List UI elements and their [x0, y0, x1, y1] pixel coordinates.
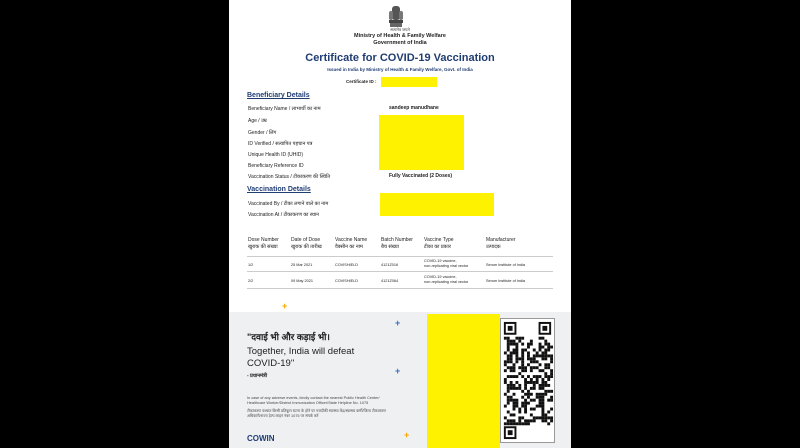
beneficiary-section-title: Beneficiary Details — [247, 92, 310, 99]
table-divider — [247, 288, 553, 289]
vaccination-details-redaction — [380, 193, 494, 216]
table-header-vaccine: Vaccine Name वैक्सीन का नाम — [335, 237, 368, 250]
ministry-name: Ministry of Health & Family Welfare — [354, 33, 446, 39]
certificate-id-redaction — [381, 77, 437, 87]
field-vaccinated-by: Vaccinated By / टीका लगाने वाले का नाम — [248, 201, 329, 207]
certificate-subtitle: Issued in India by Ministry of Health & Family Welfare, Govt. of India — [327, 67, 473, 72]
field-reference-id: Beneficiary Reference ID — [248, 163, 304, 169]
government-name: Government of India — [373, 40, 427, 46]
adverse-event-note-english: In case of any adverse events, kindly contact the nearest Public Health Center/ Healthcare Worker/District Immunization Officer/State Helpline No. 1075 — [247, 396, 380, 405]
quote-english: Together, India will defeat COVID-19" — [247, 346, 355, 369]
table-header-dose: Dose Number खुराक की संख्या — [248, 237, 279, 250]
plus-decoration-icon: + — [404, 430, 410, 440]
table-header-batch: Batch Number बैच संख्या — [381, 237, 413, 250]
cowin-logo: COWIN — [247, 434, 275, 443]
plus-decoration-icon: + — [282, 301, 288, 311]
field-uhid: Unique Health ID (UHID) — [248, 152, 304, 158]
qr-code-icon — [500, 318, 555, 443]
beneficiary-details-redaction — [379, 115, 464, 170]
plus-decoration-icon: + — [395, 318, 401, 328]
vaccination-status-value: Fully Vaccinated (2 Doses) — [389, 173, 453, 179]
field-vaccination-at: Vaccination At / टीकाकरण का स्थान — [248, 212, 319, 218]
adverse-event-note-hindi: टीकाकरण पश्चात किसी प्रतिकूल घटना के होने पर नजदीकी स्वास्थ्य केंद्र/स्वास्थ्य कर्मी/जिला टीकाकरण अधिकारी/राज्य हेल्प लाइन नंबर 1075 पर संपर्क करें — [247, 409, 386, 418]
field-id-verified: ID Verified / सत्यापित पहचान पत्र — [248, 141, 313, 147]
table-header-manufacturer: Manufacturer उत्पादक — [486, 237, 516, 250]
table-divider — [247, 256, 553, 257]
quote-attribution: - प्रधानमंत्री — [247, 373, 268, 379]
vaccination-certificate: सत्यमेव जयते Ministry of Health & Family Welfare Government of India Certificate for COVID-19 Vaccination Issued in India by Ministry of Health & Family Welfare, Govt. of India Certificate ID : Beneficiary Details Beneficiary Name / लाभार्थी का नाम sandeep manudhane Age / उम्र Gender / लिंग ID Verified / सत्यापित पहचान पत्र Unique Health ID (UHID) Beneficiary Reference ID Vaccination Status / टीकाकरण की स्थिति Fully Vaccinated (2 Doses) Vaccination Details Vaccinated By / टीका लगाने वाले का नाम Vaccination At / टीकाकरण का स्थान Dose Number खुराक की संख्या Date of Dose खुराक की तारीख Vaccine Name वैक्सीन का नाम Batch Number बैच संख्या Vaccine Type टीका का प्रकार Manufacturer उत्पादक 1/2 25 Mar 2021 COVISHIELD 4121Z016 COVID-19 vaccine, non-replicating viral vector Serum Institute of India 2/2 09 May 2021 COVISHIELD 4121Z064 COVID-19 vaccine, non-replicating viral vector Serum Institute of India + + "दवाई भी और कड़ाई भी। Together, India will defeat COVID-19" - प्रधानमंत्री + In case of any adverse events, kindly contact the nearest Public Health Center/ Healthcare Worker/District Immunization Officer/State Helpline No. 1075 टीकाकरण पश्चात किसी प्रतिकूल घटना के होने पर नजदीकी स्वास्थ्य केंद्र/स्वास्थ्य कर्मी/जिला टीकाकरण अधिकारी/राज्य हेल्प लाइन नंबर 1075 पर संपर्क करें + COWIN — [229, 0, 571, 448]
vaccination-section-title: Vaccination Details — [247, 186, 311, 193]
table-header-date: Date of Dose खुराक की तारीख — [291, 237, 322, 250]
table-header-type: Vaccine Type टीका का प्रकार — [424, 237, 454, 250]
certificate-id-label: Certificate ID : — [346, 79, 377, 84]
field-age: Age / उम्र — [248, 118, 267, 124]
quote-hindi: "दवाई भी और कड़ाई भी। — [247, 332, 330, 342]
field-vaccination-status: Vaccination Status / टीकाकरण की स्थिति — [248, 174, 331, 180]
certificate-title: Certificate for COVID-19 Vaccination — [305, 52, 495, 64]
field-beneficiary-name: Beneficiary Name / लाभार्थी का नाम — [248, 106, 321, 112]
table-divider — [247, 271, 553, 272]
emblem-caption: सत्यमेव जयते — [390, 27, 410, 32]
field-gender: Gender / लिंग — [248, 130, 277, 136]
footer-redaction — [427, 314, 500, 448]
plus-decoration-icon: + — [395, 366, 401, 376]
beneficiary-name-value: sandeep manudhane — [389, 105, 439, 111]
